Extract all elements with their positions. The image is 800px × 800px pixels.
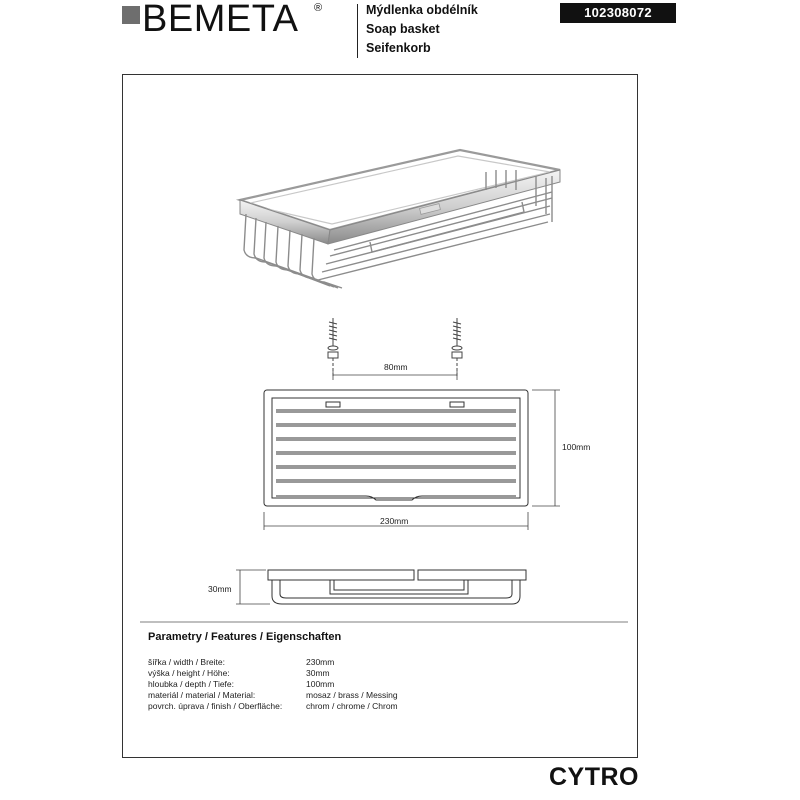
dim-label-width: 230mm xyxy=(380,516,409,526)
spec-value: mosaz / brass / Messing xyxy=(306,690,398,700)
spec-label: výška / height / Höhe: xyxy=(148,668,230,678)
product-name-cz: Mýdlenka obdélník xyxy=(366,3,478,17)
brand-logo: BEMETA xyxy=(142,0,299,40)
spec-value: 30mm xyxy=(306,668,330,678)
dim-label-mount-spacing: 80mm xyxy=(384,362,408,372)
spec-label: hloubka / depth / Tiefe: xyxy=(148,679,235,689)
spec-value: 230mm xyxy=(306,657,335,667)
spec-value: chrom / chrome / Chrom xyxy=(306,701,398,711)
product-code-badge: 102308072 xyxy=(560,3,676,23)
top-view xyxy=(264,390,528,506)
side-view xyxy=(268,570,526,604)
registered-mark: ® xyxy=(314,2,323,14)
spec-label: materiál / material / Material: xyxy=(148,690,256,700)
spec-label: povrch. úprava / finish / Oberfläche: xyxy=(148,701,283,711)
dim-label-height: 30mm xyxy=(208,584,232,594)
spec-value: 100mm xyxy=(306,679,335,689)
product-name-de: Seifenkorb xyxy=(366,41,431,55)
product-illustration xyxy=(240,150,560,288)
dimension-height xyxy=(236,570,270,604)
spec-label: šířka / width / Breite: xyxy=(148,657,225,667)
series-name: CYTRO xyxy=(549,763,639,791)
dim-label-depth: 100mm xyxy=(562,442,591,452)
product-name-en: Soap basket xyxy=(366,22,440,36)
features-title: Parametry / Features / Eigenschaften xyxy=(148,631,342,643)
dimension-depth xyxy=(532,390,560,506)
